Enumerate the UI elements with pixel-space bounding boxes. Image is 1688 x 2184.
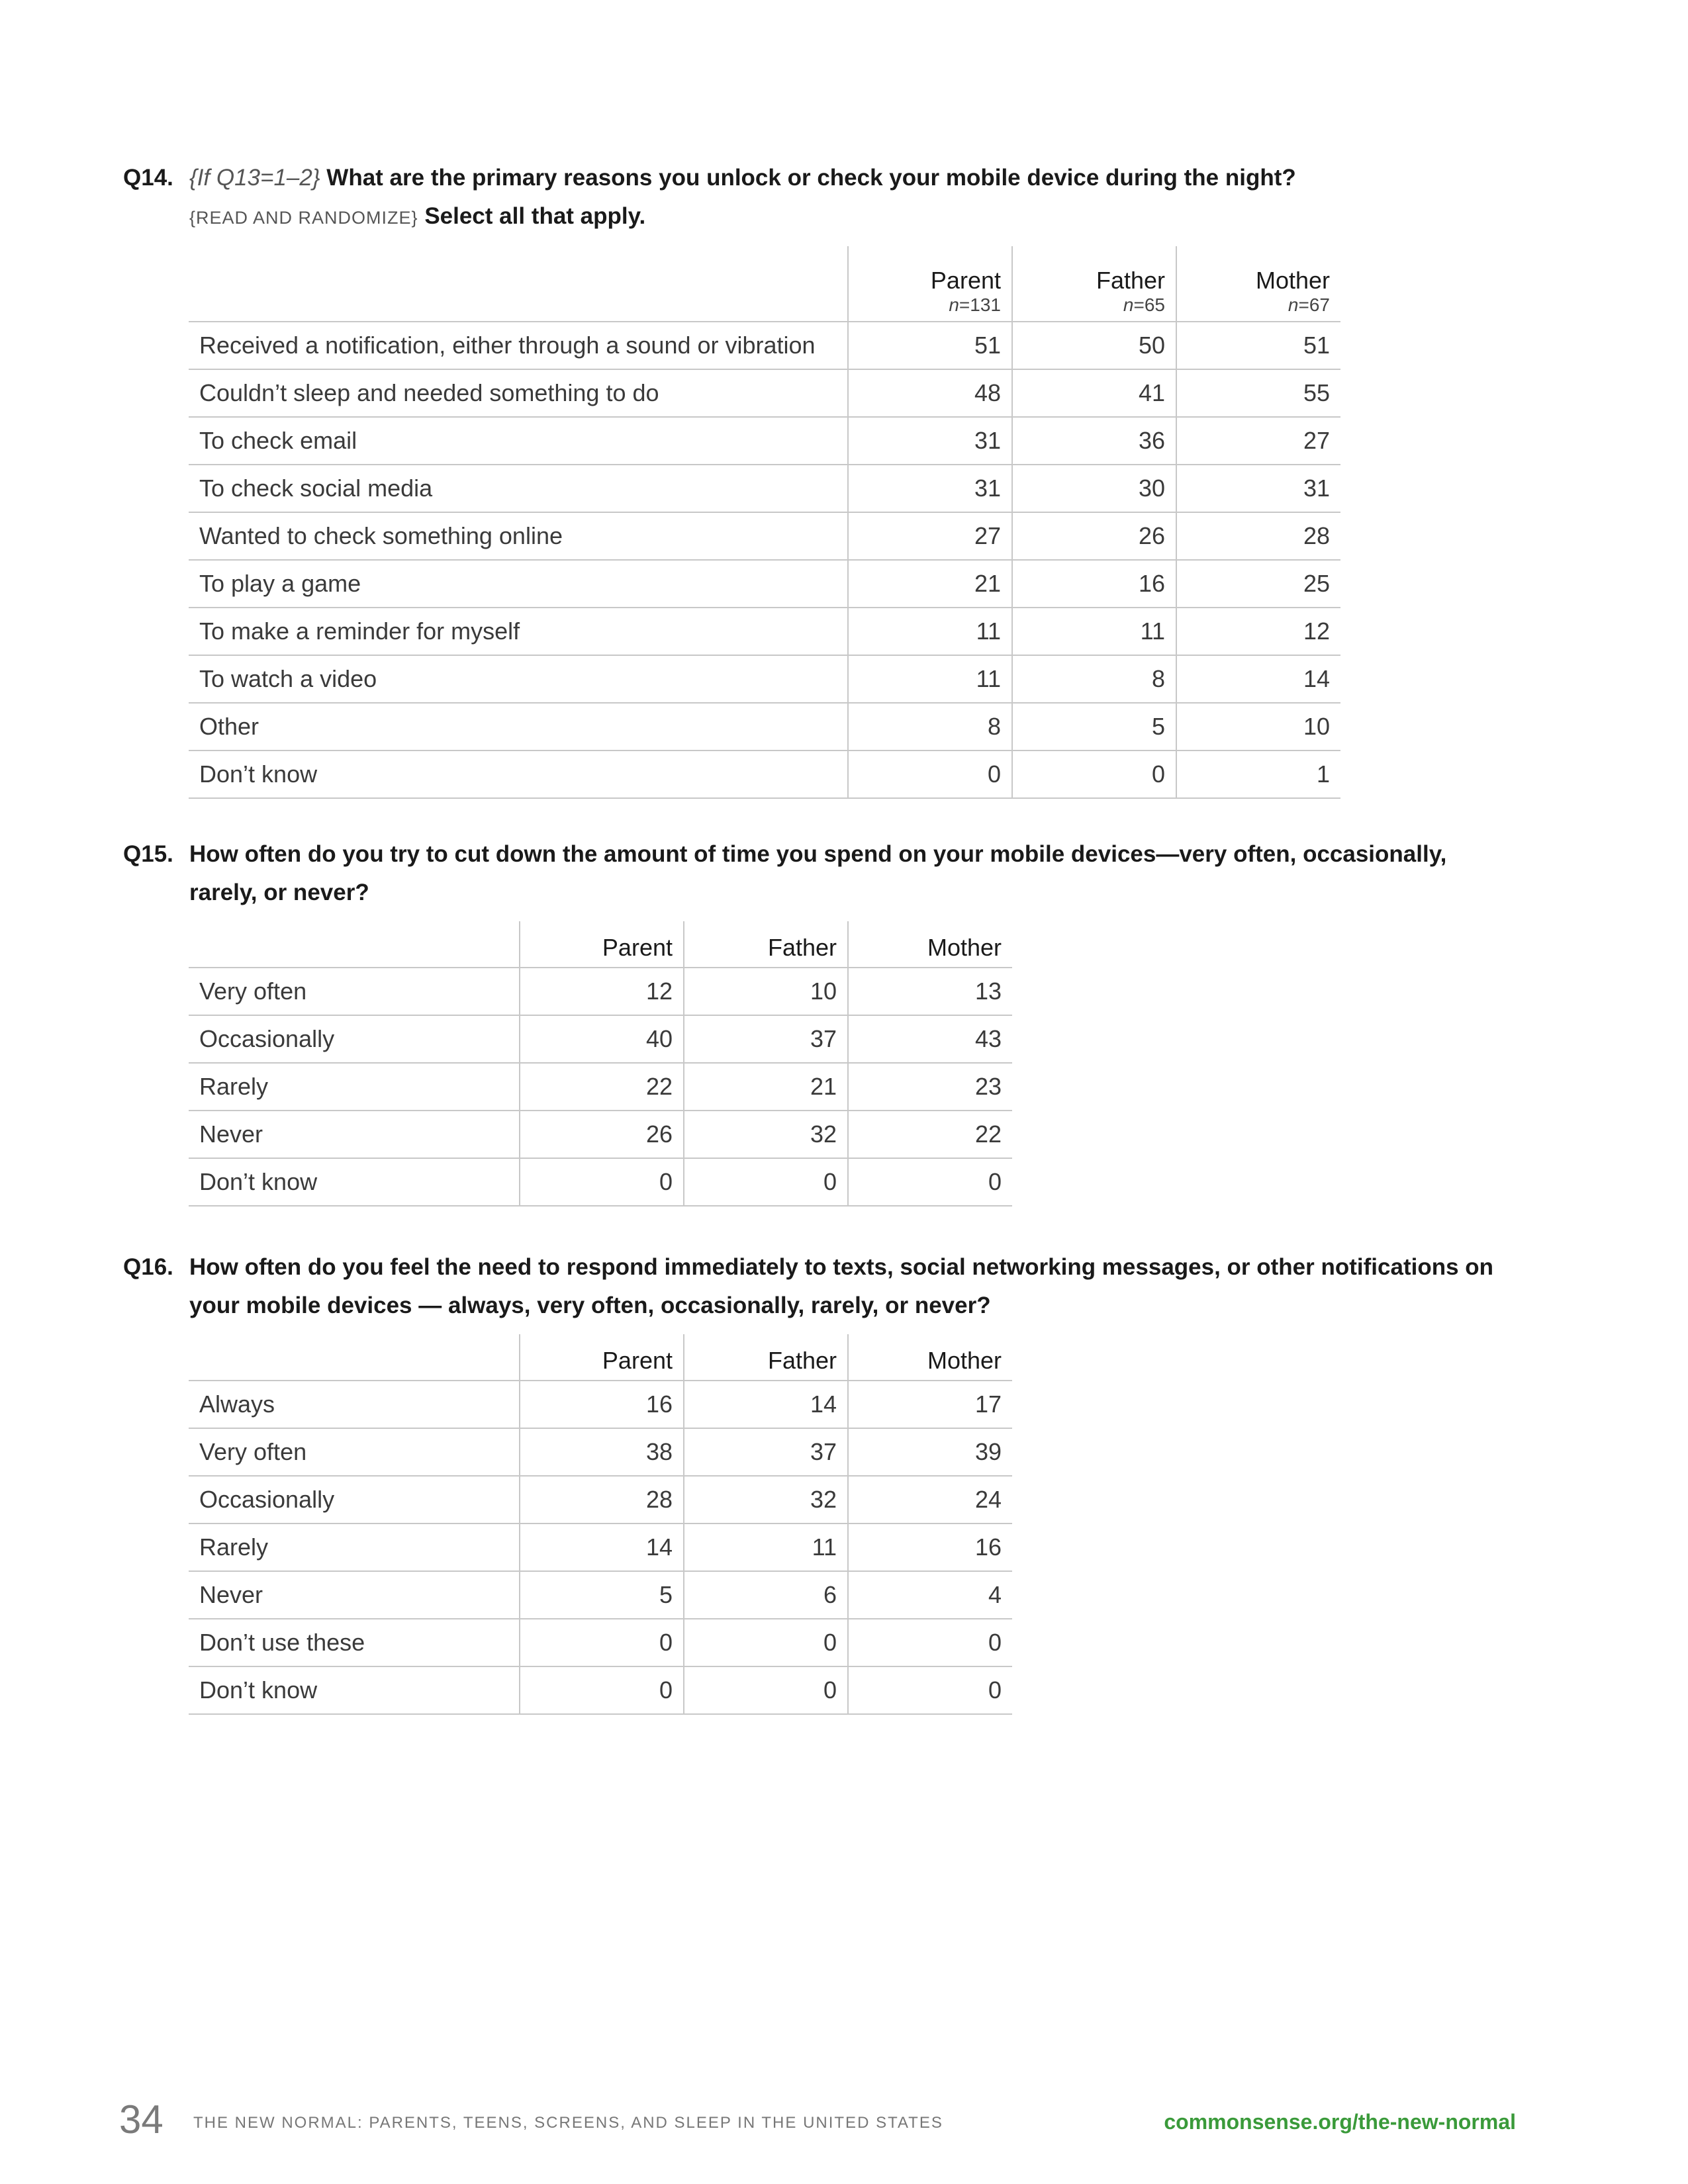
parent-value: 5 (520, 1571, 684, 1619)
father-value: 21 (684, 1063, 848, 1111)
father-value: 0 (684, 1619, 848, 1666)
father-value: 16 (1012, 560, 1176, 608)
parent-value: 0 (848, 751, 1012, 798)
table-row (189, 1015, 1012, 1063)
parent-value: 31 (848, 465, 1012, 512)
mother-value: 24 (848, 1476, 1012, 1524)
parent-value: 0 (520, 1666, 684, 1714)
mother-value: 0 (848, 1619, 1012, 1666)
table-row (189, 1666, 1012, 1714)
q14-instructions (123, 197, 1540, 237)
q14-question (123, 159, 1540, 197)
q15-header-parent: Parent (520, 921, 684, 968)
page-number: 34 (119, 2097, 164, 2142)
q16-question-line1: How often do you feel the need to respond immediately to texts, social networking messages, or other notifications on (189, 1254, 1494, 1280)
table-row (189, 1158, 1012, 1206)
father-value: 36 (1012, 417, 1176, 465)
q14-select-note: Select all that apply. (424, 203, 646, 229)
mother-value: 16 (848, 1524, 1012, 1571)
parent-value: 26 (520, 1111, 684, 1158)
q15-header-mother: Mother (848, 921, 1012, 968)
father-value: 10 (684, 968, 848, 1015)
q14-question-text: What are the primary reasons you unlock or check your mobile device during the night? (326, 165, 1296, 191)
q16-header-father: Father (684, 1334, 848, 1381)
page-footer (119, 2097, 1516, 2142)
father-value: 5 (1012, 703, 1176, 751)
mother-value: 0 (848, 1666, 1012, 1714)
father-value: 14 (684, 1381, 848, 1428)
table-row (189, 512, 1340, 560)
row-label: Received a notification, either through a sound or vibration (189, 322, 848, 369)
row-label: To check social media (189, 465, 848, 512)
row-label: Occasionally (189, 1476, 520, 1524)
table-row (189, 1381, 1012, 1428)
mother-value: 55 (1176, 369, 1340, 417)
q15-question (123, 835, 1540, 874)
parent-value: 40 (520, 1015, 684, 1063)
q15-question-line1: How often do you try to cut down the amount of time you spend on your mobile devices—very often, occasionally, (189, 841, 1447, 867)
table-row (189, 369, 1340, 417)
mother-value: 25 (1176, 560, 1340, 608)
row-label: Don’t know (189, 1158, 520, 1206)
table-row (189, 417, 1340, 465)
table-row (189, 968, 1012, 1015)
q16-table (189, 1334, 1012, 1715)
row-label: Rarely (189, 1524, 520, 1571)
mother-value: 39 (848, 1428, 1012, 1476)
parent-value: 0 (520, 1158, 684, 1206)
father-value: 41 (1012, 369, 1176, 417)
q15-question-line2: rarely, or never? (189, 880, 369, 905)
row-label: To play a game (189, 560, 848, 608)
father-value: 32 (684, 1111, 848, 1158)
parent-value: 21 (848, 560, 1012, 608)
row-label: Rarely (189, 1063, 520, 1111)
footer-url-link[interactable]: commonsense.org/the-new-normal (1164, 2110, 1516, 2134)
q14-instruction: {READ AND RANDOMIZE} (189, 208, 418, 228)
row-label: Never (189, 1571, 520, 1619)
mother-value: 1 (1176, 751, 1340, 798)
row-label: Don’t know (189, 1666, 520, 1714)
parent-value: 14 (520, 1524, 684, 1571)
table-row (189, 322, 1340, 369)
q14-table (189, 246, 1340, 799)
q14-condition: {If Q13=1–2} (189, 165, 320, 191)
q14-header-parent: Parent n=131 (848, 246, 1012, 322)
father-value: 8 (1012, 655, 1176, 703)
q16-header-blank (189, 1334, 520, 1381)
father-value: 0 (684, 1158, 848, 1206)
q15-number: Q15. (123, 841, 173, 867)
table-row (189, 1619, 1012, 1666)
mother-value: 28 (1176, 512, 1340, 560)
row-label: Always (189, 1381, 520, 1428)
father-value: 11 (684, 1524, 848, 1571)
q16-block (123, 1248, 1540, 1325)
parent-value: 11 (848, 655, 1012, 703)
mother-value: 0 (848, 1158, 1012, 1206)
q15-header-blank (189, 921, 520, 968)
parent-value: 48 (848, 369, 1012, 417)
q14-number: Q14. (123, 165, 173, 191)
father-value: 26 (1012, 512, 1176, 560)
father-value: 11 (1012, 608, 1176, 655)
row-label: Don’t use these (189, 1619, 520, 1666)
row-label: Very often (189, 1428, 520, 1476)
q16-header-mother: Mother (848, 1334, 1012, 1381)
father-value: 30 (1012, 465, 1176, 512)
table-row (189, 655, 1340, 703)
mother-value: 23 (848, 1063, 1012, 1111)
q16-header-row (189, 1334, 1012, 1381)
parent-value: 22 (520, 1063, 684, 1111)
row-label: To check email (189, 417, 848, 465)
row-label: To make a reminder for myself (189, 608, 848, 655)
row-label: To watch a video (189, 655, 848, 703)
row-label: Never (189, 1111, 520, 1158)
parent-value: 51 (848, 322, 1012, 369)
q15-header-father: Father (684, 921, 848, 968)
father-value: 6 (684, 1571, 848, 1619)
father-value: 32 (684, 1476, 848, 1524)
row-label: Don’t know (189, 751, 848, 798)
father-value: 37 (684, 1428, 848, 1476)
q14-header-row (189, 246, 1340, 322)
mother-value: 10 (1176, 703, 1340, 751)
table-row (189, 1111, 1012, 1158)
mother-value: 43 (848, 1015, 1012, 1063)
row-label: Other (189, 703, 848, 751)
q14-block (123, 159, 1540, 237)
table-row (189, 751, 1340, 798)
q16-question (123, 1248, 1540, 1287)
q14-header-mother: Mother n=67 (1176, 246, 1340, 322)
q15-block (123, 835, 1540, 912)
mother-value: 51 (1176, 322, 1340, 369)
parent-value: 31 (848, 417, 1012, 465)
q16-question-line2: your mobile devices — always, very often, occasionally, rarely, or never? (189, 1293, 991, 1318)
father-value: 50 (1012, 322, 1176, 369)
father-value: 0 (684, 1666, 848, 1714)
parent-value: 0 (520, 1619, 684, 1666)
table-row (189, 608, 1340, 655)
q15-question-cont (123, 874, 1540, 912)
row-label: Wanted to check something online (189, 512, 848, 560)
mother-value: 22 (848, 1111, 1012, 1158)
q15-table (189, 921, 1012, 1206)
table-row (189, 465, 1340, 512)
father-value: 0 (1012, 751, 1176, 798)
mother-value: 13 (848, 968, 1012, 1015)
mother-value: 31 (1176, 465, 1340, 512)
q16-header-parent: Parent (520, 1334, 684, 1381)
table-row (189, 1571, 1012, 1619)
mother-value: 14 (1176, 655, 1340, 703)
q15-header-row (189, 921, 1012, 968)
table-row (189, 1428, 1012, 1476)
parent-value: 11 (848, 608, 1012, 655)
table-row (189, 1524, 1012, 1571)
table-row (189, 1476, 1012, 1524)
mother-value: 17 (848, 1381, 1012, 1428)
row-label: Very often (189, 968, 520, 1015)
table-row (189, 560, 1340, 608)
publication-title: THE NEW NORMAL: PARENTS, TEENS, SCREENS, AND SLEEP IN THE UNITED STATES (193, 2114, 943, 2132)
father-value: 37 (684, 1015, 848, 1063)
mother-value: 12 (1176, 608, 1340, 655)
q16-number: Q16. (123, 1254, 173, 1280)
parent-value: 16 (520, 1381, 684, 1428)
table-row (189, 1063, 1012, 1111)
parent-value: 38 (520, 1428, 684, 1476)
row-label: Occasionally (189, 1015, 520, 1063)
parent-value: 28 (520, 1476, 684, 1524)
mother-value: 4 (848, 1571, 1012, 1619)
table-row (189, 703, 1340, 751)
parent-value: 27 (848, 512, 1012, 560)
row-label: Couldn’t sleep and needed something to do (189, 369, 848, 417)
q16-question-cont (123, 1287, 1540, 1325)
parent-value: 12 (520, 968, 684, 1015)
parent-value: 8 (848, 703, 1012, 751)
mother-value: 27 (1176, 417, 1340, 465)
q14-header-blank (189, 246, 848, 322)
q14-header-father: Father n=65 (1012, 246, 1176, 322)
